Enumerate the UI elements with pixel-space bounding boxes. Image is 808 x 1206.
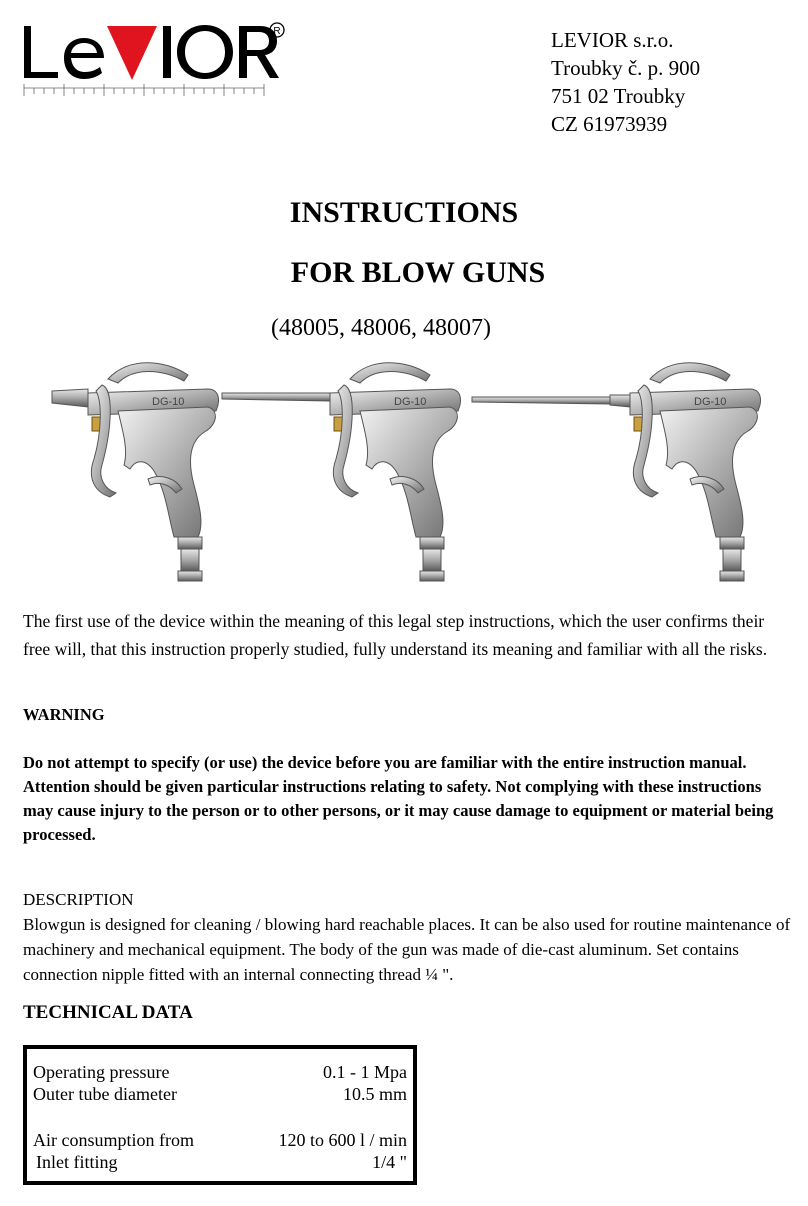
address-city: 751 02 Troubky [551, 84, 686, 108]
warning-text-1: Do not attempt to specify (or use) the device before you are familiar with the entire instruction manual. [23, 753, 747, 772]
technical-data-table [23, 1045, 417, 1185]
svg-text:R: R [273, 26, 281, 37]
warning-text-2: Attention should be given particular instructions relating to safety. Not complying with these instructions may cause injury to the person or to other persons, or it may cause damage to equipment or material being processed. [23, 777, 774, 844]
tech-value: 0.1 - 1 Mpa [323, 1062, 407, 1082]
description-heading: DESCRIPTION [23, 890, 134, 909]
tech-value: 10.5 mm [342, 1084, 407, 1104]
blow-gun-short-nozzle [52, 363, 219, 581]
tech-row-consumption [33, 1129, 407, 1151]
address-company: LEVIOR s.r.o. [551, 28, 674, 52]
model-numbers: (48005, 48006, 48007) [271, 315, 491, 341]
address-street: Troubky č. p. 900 [551, 56, 701, 80]
blow-gun-long-nozzle [472, 363, 761, 581]
tech-row-inlet [33, 1151, 407, 1173]
tech-value: 120 to 600 l / min [278, 1130, 407, 1150]
tech-label: Inlet fitting [36, 1152, 118, 1172]
warning-heading: WARNING [23, 705, 105, 724]
product-photos [40, 355, 780, 595]
intro-paragraph: The first use of the device within the meaning of this legal step instructions, which the user confirms their free will, that this instruction properly studied, fully understand its meaning and familiar with all the risks. [23, 611, 768, 659]
document-title: INSTRUCTIONS [289, 196, 519, 229]
levior-logo [20, 18, 292, 110]
description-text: Blowgun is designed for cleaning / blowing hard reachable places. It can be also used for routine maintenance of machinery and mechanical equipment. The body of the gun was made of die-cast aluminum. Set contains connection nipple fitted with an internal connecting thread ¼ ". [23, 915, 791, 984]
document-subtitle: FOR BLOW GUNS [290, 256, 546, 289]
tech-value: 1/4 " [372, 1152, 407, 1172]
company-address [551, 26, 700, 138]
tech-label: Outer tube diameter [33, 1084, 177, 1104]
warning-text [23, 751, 793, 847]
tech-label: Air consumption from [33, 1130, 194, 1150]
tech-row-pressure [33, 1061, 407, 1083]
tech-label: Operating pressure [33, 1062, 170, 1082]
blow-gun-medium-nozzle [222, 363, 461, 581]
tech-row-diameter [33, 1083, 407, 1105]
address-vat: CZ 61973939 [551, 112, 668, 136]
technical-data-heading: TECHNICAL DATA [23, 1002, 193, 1023]
